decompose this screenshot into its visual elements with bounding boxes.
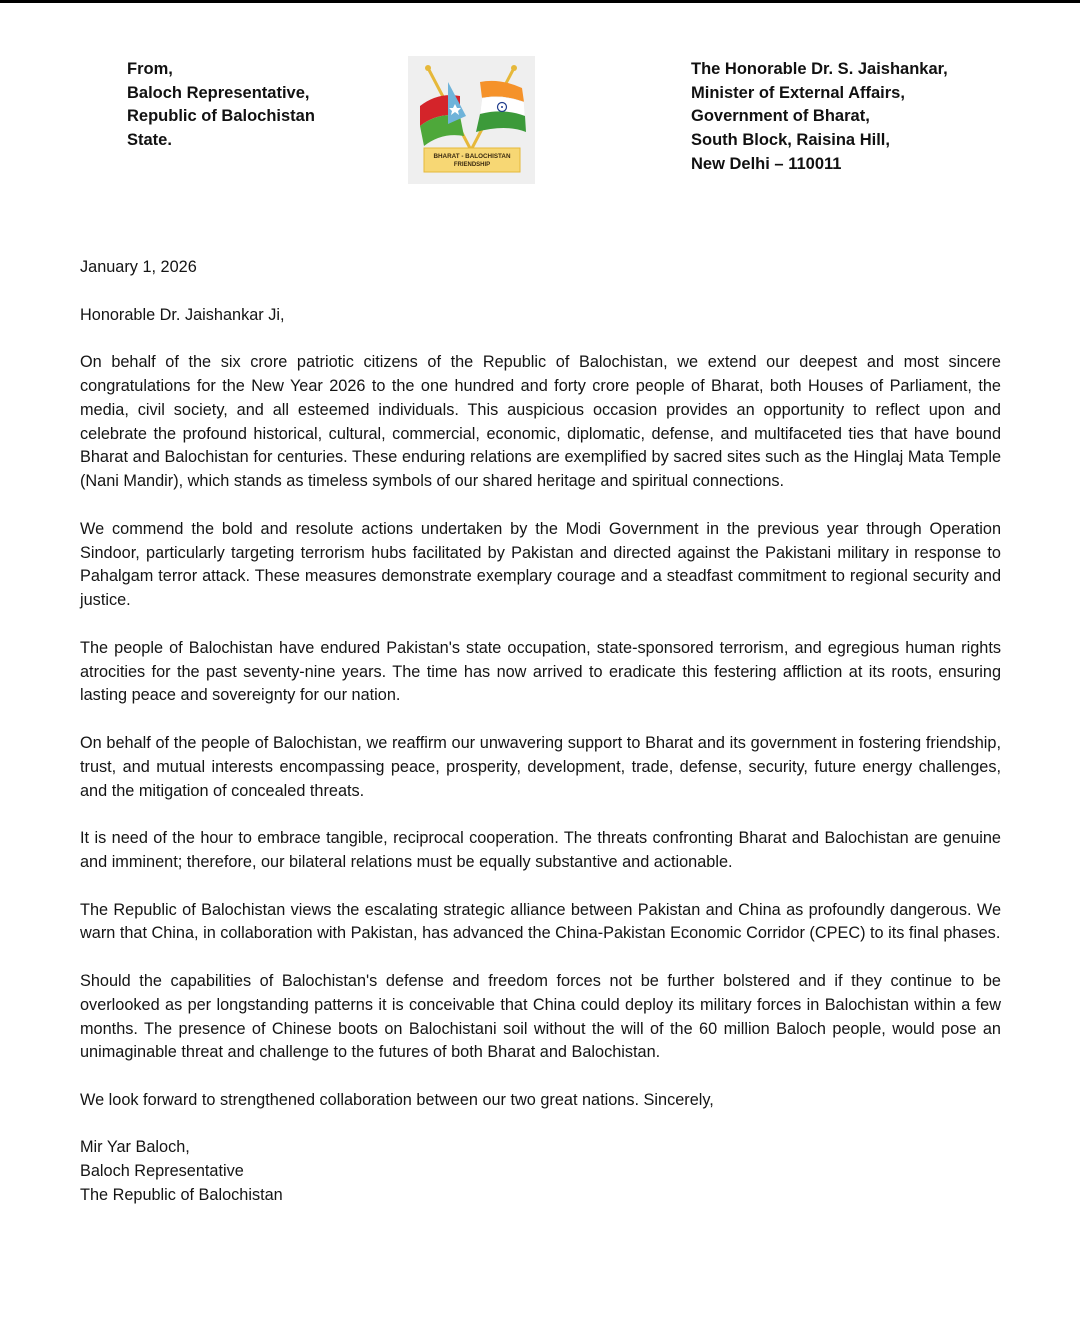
letter-closing: We look forward to strengthened collaboration between our two great nations. Sincerely, (80, 1090, 714, 1109)
sender-line: Republic of Balochistan (127, 107, 315, 126)
letter-salutation: Honorable Dr. Jaishankar Ji, (80, 305, 285, 324)
letter-paragraph: On behalf of the people of Balochistan, we reaffirm our unwavering support to Bharat and its government in fostering friendship, trust, and mutual interests encompassing peace, prosperity, development, trade, defense, security, future energy challenges, and the mitigation of concealed threats. (80, 733, 1001, 800)
sender-line: State. (127, 131, 172, 150)
signature-title: Baloch Representative (80, 1162, 244, 1181)
recipient-line: Government of Bharat, (691, 107, 870, 126)
recipient-line: The Honorable Dr. S. Jaishankar, (691, 60, 948, 78)
signature-organization: The Republic of Balochistan (80, 1186, 283, 1205)
recipient-line: New Delhi – 110011 (691, 154, 842, 173)
letter-paragraph: We commend the bold and resolute actions undertaken by the Modi Government in the previous year through Operation Sindoor, particularly targeting terrorism hubs facilitated by Pakistan and directed against the Pakistani military in response to Pahalgam terror attack. These measures demonstrate exemplary courage and a steadfast commitment to regional security and justice. (80, 519, 1001, 610)
signature-block (80, 1136, 1001, 1207)
balochistan-flag-icon (420, 82, 466, 146)
letter-body (80, 256, 1001, 1208)
letter-paragraph: Should the capabilities of Balochistan's defense and freedom forces not be further bolstered and if they continue to be overlooked as per longstanding patterns it is conceivable that China could deploy its military forces in Balochistan within a few months. The presence of Chinese boots on Balochistani soil without the will of the 60 million Baloch people, would pose an unimaginable threat and challenge to the futures of both Bharat and Balochistan. (80, 971, 1001, 1062)
top-border-bar (0, 0, 1080, 3)
letter-paragraph: On behalf of the six crore patriotic citizens of the Republic of Balochistan, we extend our deepest and most sincere congratulations for the New Year 2026 to the one hundred and forty crore people of Bharat, both Houses of Parliament, the media, civil society, and all esteemed individuals. This auspicious occasion provides an opportunity to reflect upon and celebrate the profound historical, cultural, commercial, economic, diplomatic, defense, and multifaceted ties that have bound Bharat and Balochistan for centuries. These enduring relations are exemplified by sacred sites such as the Hinglaj Mata Temple (Nani Mandir), which stands as timeless symbols of our shared heritage and spiritual connections. (80, 353, 1001, 491)
signature-name: Mir Yar Baloch, (80, 1138, 190, 1157)
friendship-flags-logo (408, 56, 535, 184)
sender-address-block (127, 58, 315, 153)
recipient-line: South Block, Raisina Hill, (691, 131, 890, 150)
svg-text:BHARAT - BALOCHISTAN: BHARAT - BALOCHISTAN (433, 153, 511, 160)
recipient-address-block (691, 58, 948, 177)
recipient-line: Minister of External Affairs, (691, 83, 905, 102)
sender-line: Baloch Representative, (127, 83, 310, 102)
letter-paragraph: It is need of the hour to embrace tangible, reciprocal cooperation. The threats confronting Bharat and Balochistan are genuine and imminent; therefore, our bilateral relations must be equally substantive and actionable. (80, 829, 1001, 871)
letter-paragraph: The Republic of Balochistan views the escalating strategic alliance between Pakistan and China as profoundly dangerous. We warn that China, in collaboration with Pakistan, has advanced the China-Pakistan Economic Corridor (CPEC) to its final phases. (80, 900, 1001, 943)
letter-paragraph: The people of Balochistan have endured Pakistan's state occupation, state-sponsored terrorism, and egregious human rights atrocities for the past seventy-nine years. The time has now arrived to eradicate this festering affliction at its roots, ensuring lasting peace and sovereignty for our nation. (80, 638, 1001, 705)
svg-text:FRIENDSHIP: FRIENDSHIP (453, 162, 491, 168)
india-flag-icon (476, 81, 526, 132)
sender-line: From, (127, 60, 173, 78)
letter-date: January 1, 2026 (80, 258, 197, 276)
friendship-banner (424, 148, 520, 172)
